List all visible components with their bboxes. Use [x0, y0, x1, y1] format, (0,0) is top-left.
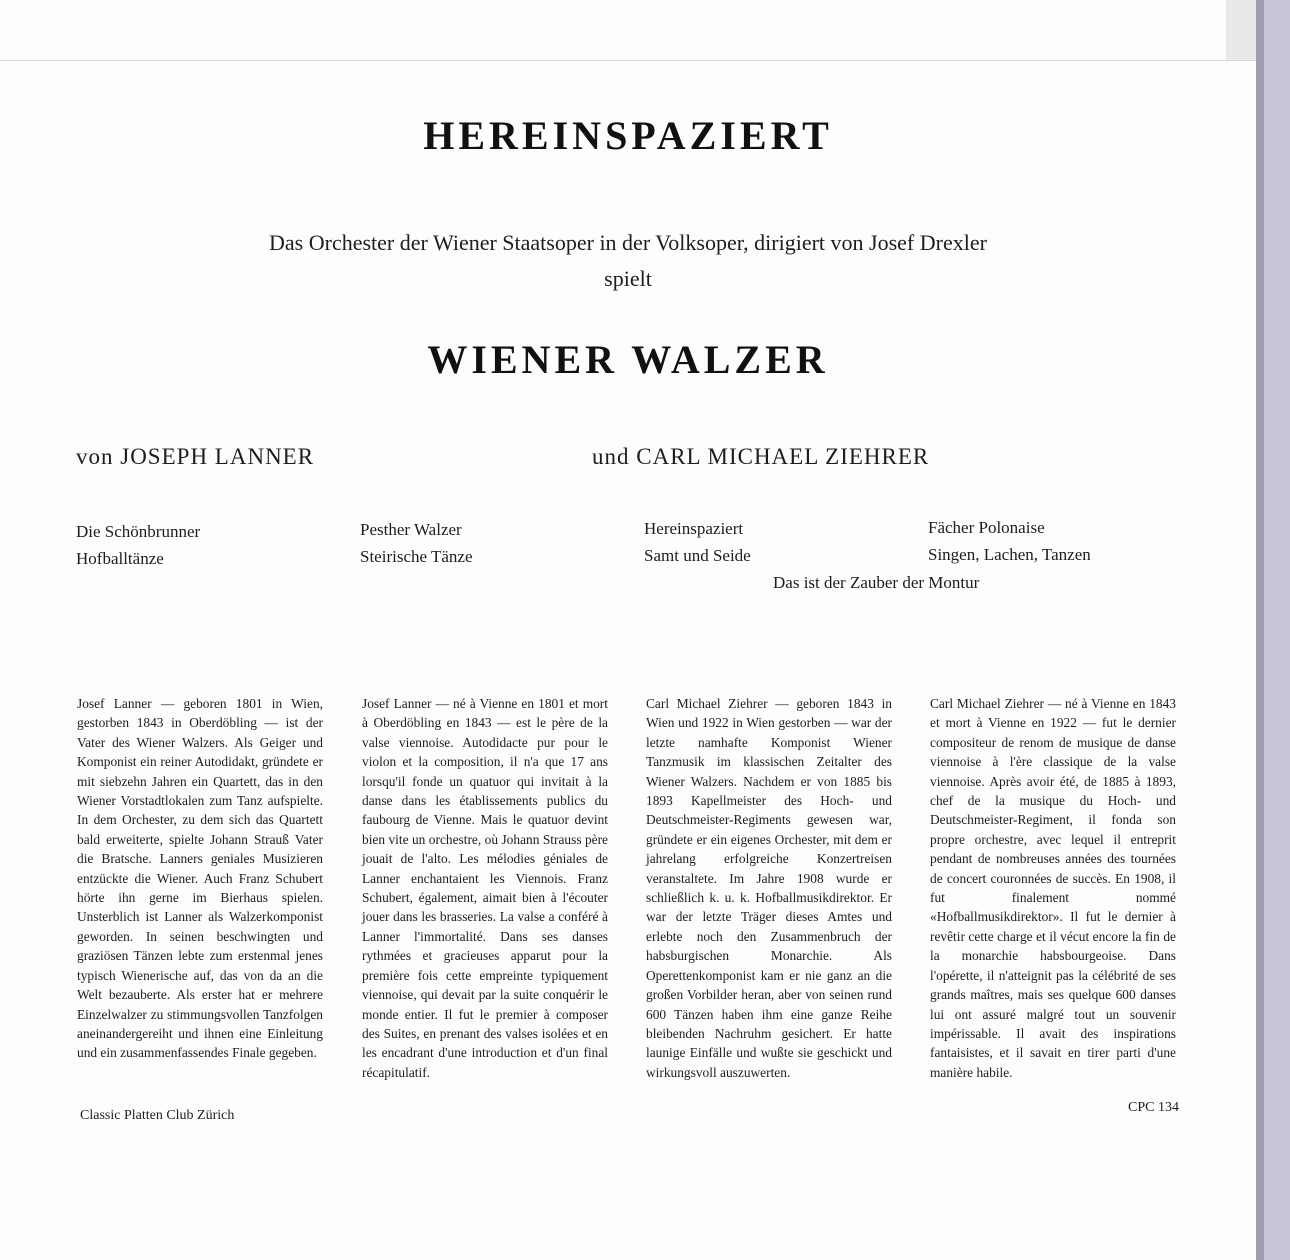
spielt-line: spielt [604, 266, 652, 291]
publisher-label: Classic Platten Club Zürich [80, 1108, 235, 1123]
track-item: Pesther Walzer [360, 520, 462, 539]
composer-lanner: von JOSEPH LANNER [76, 444, 315, 469]
sleeve-shadow [1256, 0, 1264, 1260]
track-item: Die Schönbrunner [76, 522, 201, 541]
track-item: Hereinspaziert [644, 519, 744, 538]
liner-notes-german-ziehrer: Carl Michael Ziehrer — geboren 1843 in Wien und 1922 in Wien gestorben — war der letzte namhafte Komponist Wiener Tanzmusik im klassischen Zeitalter des Wiener Walzers. Nachdem er von 1885 bis 1893 Kapellmeister des Hoch- und Deutschmeister-Regiments gewesen war, gründete er ein eigenes Orchester, mit dem er jahrelang erfolgreiche Konzertreisen veranstaltete. Im Jahre 1908 wurde er schließlich k. u. k. Hofballmusikdirektor. Er war der letzte Träger dieses Amtes und erlebte noch den Zusammenbruch der habsburgischen Monarchie. Als Operettenkomponist kam er nie ganz an die großen Vorbilder heran, aber von seinen rund 600 Tänzen haben ihm eine ganze Reihe bleibenden Nachruhm gesichert. Er hatte launige Einfälle und wußte sie geschickt und wirkungsvoll auszuwerten. [646, 696, 892, 1080]
sleeve-flap-edge [1226, 0, 1256, 60]
album-title: WIENER WALZER [427, 337, 829, 382]
composer-ziehrer: und CARL MICHAEL ZIEHRER [592, 444, 930, 469]
orchestra-line: Das Orchester der Wiener Staatsoper in der Volksoper, dirigiert von Josef Drexler [269, 230, 987, 255]
track-item: Hofballtänze [76, 549, 164, 568]
track-item: Singen, Lachen, Tanzen [928, 545, 1091, 564]
track-item: Steirische Tänze [360, 547, 473, 566]
track-item: Samt und Seide [644, 546, 751, 565]
catalog-number: CPC 134 [1128, 1100, 1179, 1115]
sleeve-top-flap [0, 0, 1256, 61]
liner-notes-french-lanner: Josef Lanner — né à Vienne en 1801 et mort à Oberdöbling en 1843 — est le père de la valse viennoise. Autodidacte pur pour le violon et la composition, il n'a que 17 ans lorsqu'il fonde un quatuor qui invitait à la danse dans les établissements publics du faubourg de Vienne. Mais le quatuor devint bien vite un orchestre, où Johann Strauss père jouait de l'alto. Les mélodies géniales de Lanner enchantaient les Viennois. Franz Schubert, également, aimait bien à l'écouter jouer dans les brasseries. La valse a conféré à Lanner l'immortalité. Dans ses danses rythmées et gracieuses apparut pour la première fois cette empreinte typiquement viennoise, qui devait par la suite conquérir le monde entier. Il fut le premier à composer des Suites, en prenant des valses isolées et en les encadrant d'une introduction et d'un final récapitulatif. [362, 696, 608, 1080]
liner-notes-french-ziehrer: Carl Michael Ziehrer — né à Vienne en 1843 et mort à Vienne en 1922 — fut le dernier compositeur de renom de musique de danse viennoise à l'ère classique de la valse viennoise. Après avoir été, de 1885 à 1893, chef de la musique du Hoch- und Deutschmeister-Regiment, il fonda son propre orchestre, avec lequel il entreprit pendant de nombreuses années des tournées de concert couronnées de succès. En 1908, il fut finalement nommé «Hofballmusikdirektor». Il fut le dernier à revêtir cette charge et il vécut encore la fin de la monarchie habsbourgeoise. Dans l'opérette, il n'atteignit pas la célébrité de ses grands maîtres, mais ses quelque 600 danses lui ont assuré malgré tout un souvenir impérissable. Il avait des inspirations fantaisistes, et il savait en tirer parti d'une manière habile. [930, 696, 1176, 1080]
track-item: Das ist der Zauber der Montur [773, 573, 980, 592]
track-item: Fächer Polonaise [928, 518, 1045, 537]
liner-notes-german-lanner: Josef Lanner — geboren 1801 in Wien, gestorben 1843 in Oberdöbling — ist der Vater des Wiener Walzers. Als Geiger und Komponist ein reiner Autodidakt, gründete er mit siebzehn Jahren ein Quartett, das in den Wiener Vorstadtlokalen zum Tanz aufspielte. In dem Orchester, zu dem sich das Quartett bald erweiterte, spielte Johann Strauß Vater die Bratsche. Lanners geniales Musizieren entzückte die Wiener. Auch Franz Schubert hörte ihn gerne im Bierhaus spielen. Unsterblich ist Lanner als Walzerkomponist geworden. In seinen beschwingten und graziösen Tänzen lebte zum erstenmal jenes typisch Wienerische auf, das von da an die Welt bezauberte. Als erster hat er mehrere Einzelwalzer zu stimmungsvollen Tanzfolgen aneinandergereiht und ihnen eine Einleitung und ein zusammenfassendes Finale gegeben. [77, 696, 323, 1061]
page-title: HEREINSPAZIERT [423, 113, 833, 158]
